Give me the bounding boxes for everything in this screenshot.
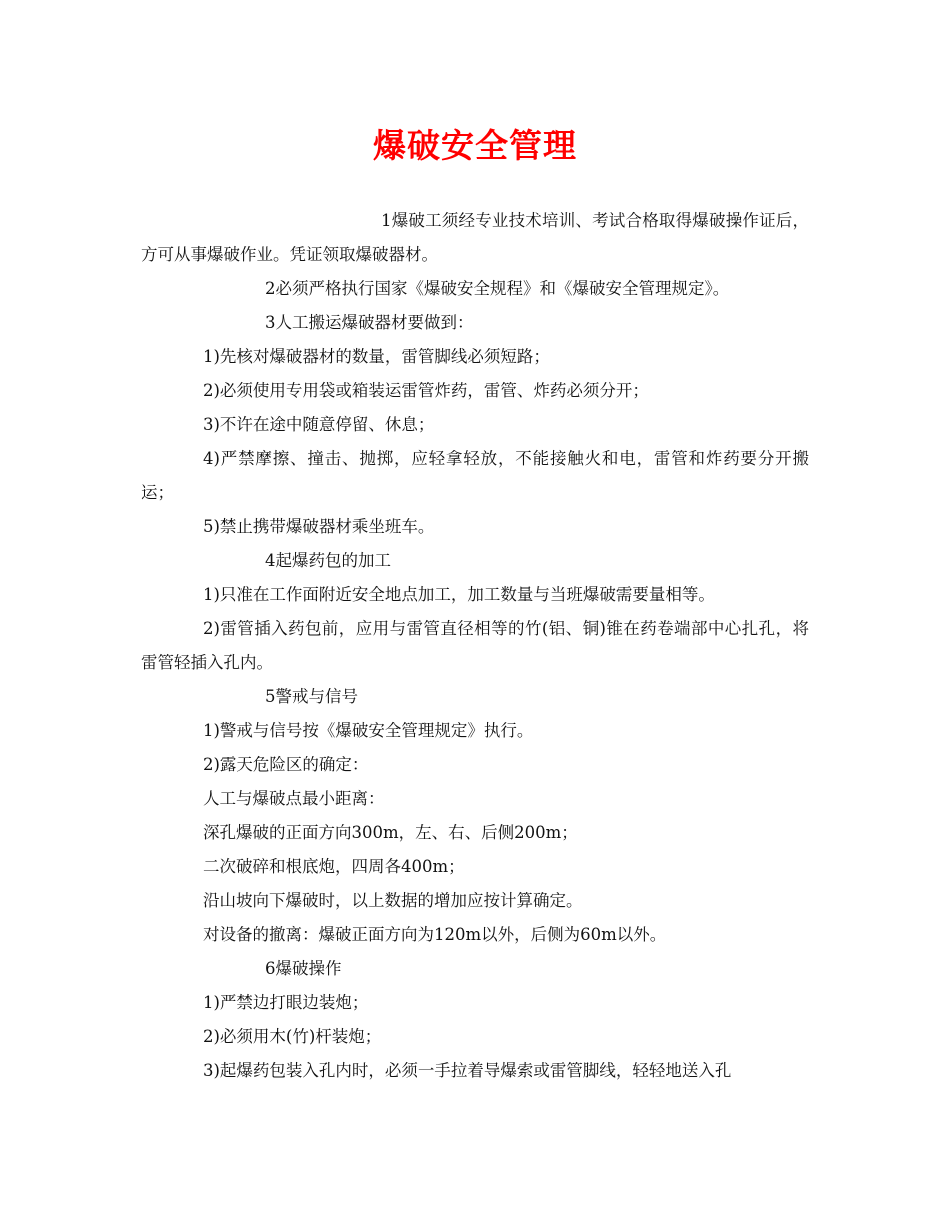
section-number: 5: [265, 687, 276, 706]
paragraph: [141, 204, 809, 272]
paragraph: 2)必须用木(竹)杆装炮；: [203, 1027, 382, 1046]
paragraph-text: 必须严格执行国家《爆破安全规程》和《爆破安全管理规定》。: [275, 279, 730, 298]
paragraph: [141, 306, 809, 340]
section-number: 1: [381, 211, 392, 230]
paragraph: 1)只准在工作面附近安全地点加工，加工数量与当班爆破需要量相等。: [203, 585, 715, 604]
document-title: 爆破安全管理: [373, 126, 577, 165]
paragraph: 2)雷管插入药包前，应用与雷管直径相等的竹(铝、铜)锥在药卷端部中心扎孔，将雷管轻插入孔内。: [141, 619, 809, 672]
paragraph: 1)先核对爆破器材的数量，雷管脚线必须短路；: [203, 347, 550, 366]
paragraph: [141, 952, 809, 986]
paragraph: [141, 272, 809, 306]
paragraph-text: 人工搬运爆破器材要做到：: [275, 313, 474, 332]
paragraph: 深孔爆破的正面方向300m，左、右、后侧200m；: [203, 823, 578, 842]
paragraph: 3)起爆药包装入孔内时，必须一手拉着导爆索或雷管脚线，轻轻地送入孔: [203, 1061, 732, 1080]
section-number: 2: [265, 279, 276, 298]
paragraph-text: 爆破操作: [275, 959, 342, 978]
document-body: [141, 204, 809, 1088]
paragraph: 对设备的撤离：爆破正面方向为120m以外，后侧为60m以外。: [203, 925, 667, 944]
section-number: 3: [265, 313, 276, 332]
paragraph-text: 警戒与信号: [275, 687, 358, 706]
section-number: 6: [265, 959, 276, 978]
paragraph-text: 起爆药包的加工: [275, 551, 391, 570]
paragraph: 沿山坡向下爆破时，以上数据的增加应按计算确定。: [203, 891, 583, 910]
paragraph: 1)警戒与信号按《爆破安全管理规定》执行。: [203, 721, 534, 740]
paragraph: 2)露天危险区的确定：: [203, 755, 369, 774]
paragraph: 二次破碎和根底炮，四周各400m；: [203, 857, 465, 876]
paragraph: 5)禁止携带爆破器材乘坐班车。: [203, 517, 435, 536]
paragraph-text: 爆破工须经专业技术培训、考试合格取得爆破操作证后，方可从事爆破作业。凭证领取爆破器材。: [141, 211, 809, 264]
paragraph: [141, 680, 809, 714]
section-number: 4: [265, 551, 276, 570]
paragraph: 4)严禁摩擦、撞击、抛掷，应轻拿轻放，不能接触火和电，雷管和炸药要分开搬运；: [141, 449, 809, 502]
paragraph: 2)必须使用专用袋或箱装运雷管炸药，雷管、炸药必须分开；: [203, 381, 649, 400]
paragraph: [141, 544, 809, 578]
paragraph: 1)严禁边打眼边装炮；: [203, 993, 369, 1012]
paragraph: 3)不许在途中随意停留、休息；: [203, 415, 435, 434]
paragraph: 人工与爆破点最小距离：: [203, 789, 385, 808]
